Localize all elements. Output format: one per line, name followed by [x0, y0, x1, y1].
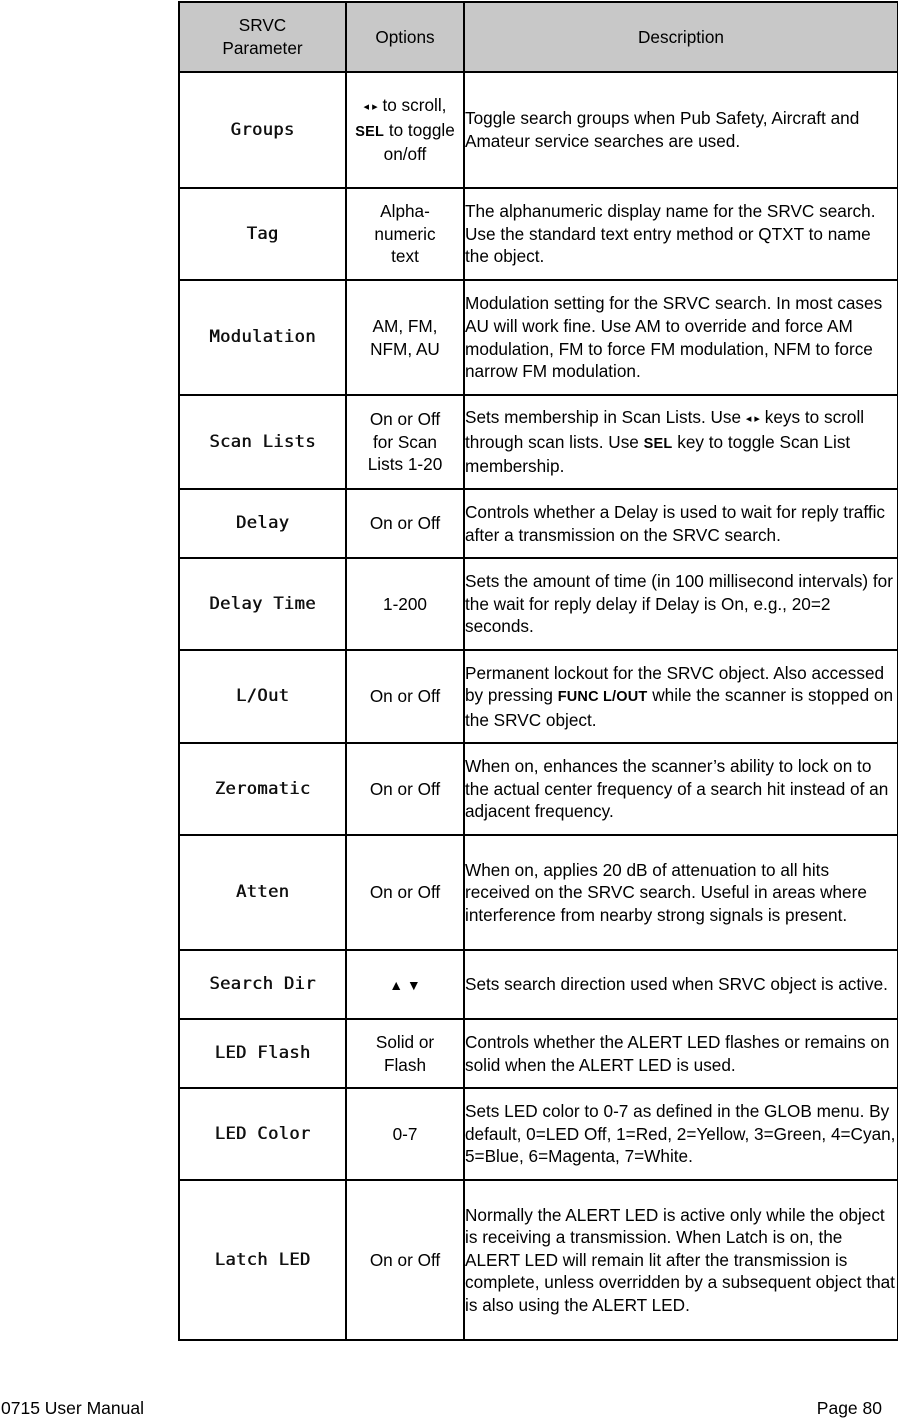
left-right-arrows-icon: ◂ ▸: [363, 101, 378, 114]
param-cell: [179, 395, 346, 489]
param-name: LED Color: [214, 1123, 311, 1144]
options-cell: [346, 950, 464, 1019]
footer-manual-title: 0715 User Manual: [1, 1398, 144, 1418]
srvc-parameter-table: [178, 1, 898, 1341]
description-cell: Sets the amount of time (in 100 millisecond intervals) for the wait for reply delay if Delay is On, e.g., 20=2 seconds.: [464, 558, 898, 650]
description-text: while the scanner is stopped on the SRVC object.: [465, 685, 894, 730]
table-row: [179, 558, 898, 650]
options-cell: On or Off: [346, 835, 464, 950]
description-cell: Toggle search groups when Pub Safety, Aircraft and Amateur service searches are used.: [464, 72, 898, 188]
options-cell: Alpha-numeric text: [346, 188, 464, 280]
description-cell: Normally the ALERT LED is active only while the object is receiving a transmission. When Latch is on, the ALERT LED will remain lit after the transmission is complete, unless overridden by a subsequent object that is also using the ALERT LED.: [464, 1180, 898, 1340]
param-cell: [179, 835, 346, 950]
param-cell: [179, 558, 346, 650]
table-row: [179, 188, 898, 280]
sel-key-label: SEL: [355, 123, 385, 140]
description-text: key to toggle Scan List membership.: [465, 431, 851, 477]
options-cell: 1-200: [346, 558, 464, 650]
param-cell: [179, 188, 346, 280]
options-cell: On or Off: [346, 1180, 464, 1340]
table-row: [179, 835, 898, 950]
sel-key-label: SEL: [643, 435, 673, 452]
options-cell: Solid or Flash: [346, 1019, 464, 1088]
description-text: Permanent lockout for the SRVC object. Also accessed by pressing: [465, 662, 885, 706]
header-options: Options: [346, 2, 464, 72]
options-cell: On or Off: [346, 743, 464, 835]
table-row: [179, 280, 898, 395]
param-cell: [179, 1088, 346, 1180]
description-cell: Controls whether the ALERT LED flashes or remains on solid when the ALERT LED is used.: [464, 1019, 898, 1088]
header-description: Description: [464, 2, 898, 72]
param-name: L/Out: [235, 686, 290, 707]
table-row: [179, 1019, 898, 1088]
description-cell: When on, applies 20 dB of attenuation to all hits received on the SRVC search. Useful in areas where interference from nearby strong signals is present.: [464, 835, 898, 950]
description-cell: When on, enhances the scanner’s ability to lock on to the actual center frequency of a search hit instead of an adjacent frequency.: [464, 743, 898, 835]
param-name: LED Flash: [214, 1043, 311, 1064]
table-row: [179, 650, 898, 743]
options-cell: AM, FM, NFM, AU: [346, 280, 464, 395]
param-cell: [179, 72, 346, 188]
param-cell: [179, 950, 346, 1019]
table-row: [179, 1180, 898, 1340]
options-text: to scroll,: [382, 95, 447, 116]
param-name: Search Dir: [209, 974, 316, 995]
param-name: Latch LED: [214, 1249, 311, 1270]
param-cell: [179, 1180, 346, 1340]
param-name: Atten: [235, 882, 290, 903]
description-cell: Sets LED color to 0-7 as defined in the GLOB menu. By default, 0=LED Off, 1=Red, 2=Yellow, 3=Green, 4=Cyan, 5=Blue, 6=Magenta, 7=White.: [464, 1088, 898, 1180]
description-cell: Modulation setting for the SRVC search. In most cases AU will work fine. Use AM to override and force AM modulation, FM to force FM modulation, NFM to force narrow FM modulation.: [464, 280, 898, 395]
param-name: Modulation: [209, 327, 316, 348]
table-row: [179, 395, 898, 489]
param-name: Tag: [246, 223, 279, 244]
options-cell: On or Off: [346, 489, 464, 558]
options-text: to toggle on/off: [383, 119, 455, 165]
param-name: Zeromatic: [214, 778, 311, 799]
param-name: Delay Time: [209, 593, 316, 614]
description-text: Sets membership in Scan Lists. Use: [465, 407, 742, 428]
table-row: [179, 743, 898, 835]
param-cell: [179, 280, 346, 395]
func-lout-key-label: FUNC L/OUT: [557, 689, 648, 706]
description-cell: [464, 650, 898, 743]
table-row: [179, 1088, 898, 1180]
table-row: [179, 72, 898, 188]
options-cell: [346, 72, 464, 188]
param-cell: [179, 743, 346, 835]
options-cell: On or Off: [346, 650, 464, 743]
param-name: Groups: [230, 119, 295, 140]
left-right-arrows-icon: ◂ ▸: [745, 413, 760, 426]
param-name: Delay: [235, 513, 290, 534]
footer-page-number: Page 80: [816, 1398, 882, 1418]
table-header-row: [179, 2, 898, 72]
up-down-arrows-icon: ▲ ▼: [389, 976, 421, 993]
param-cell: [179, 489, 346, 558]
description-cell: Controls whether a Delay is used to wait for reply traffic after a transmission on the SRVC search.: [464, 489, 898, 558]
options-cell: On or Off for Scan Lists 1-20: [346, 395, 464, 489]
description-cell: The alphanumeric display name for the SRVC search. Use the standard text entry method or QTXT to name the object.: [464, 188, 898, 280]
param-cell: [179, 650, 346, 743]
description-cell: [464, 395, 898, 489]
table-row: [179, 950, 898, 1019]
description-cell: Sets search direction used when SRVC object is active.: [464, 950, 898, 1019]
table-row: [179, 489, 898, 558]
header-srvc-parameter: SRVC Parameter: [179, 2, 346, 72]
description-text: keys to scroll through scan lists. Use: [465, 407, 865, 452]
param-cell: [179, 1019, 346, 1088]
param-name: Scan Lists: [209, 431, 316, 452]
options-cell: 0-7: [346, 1088, 464, 1180]
